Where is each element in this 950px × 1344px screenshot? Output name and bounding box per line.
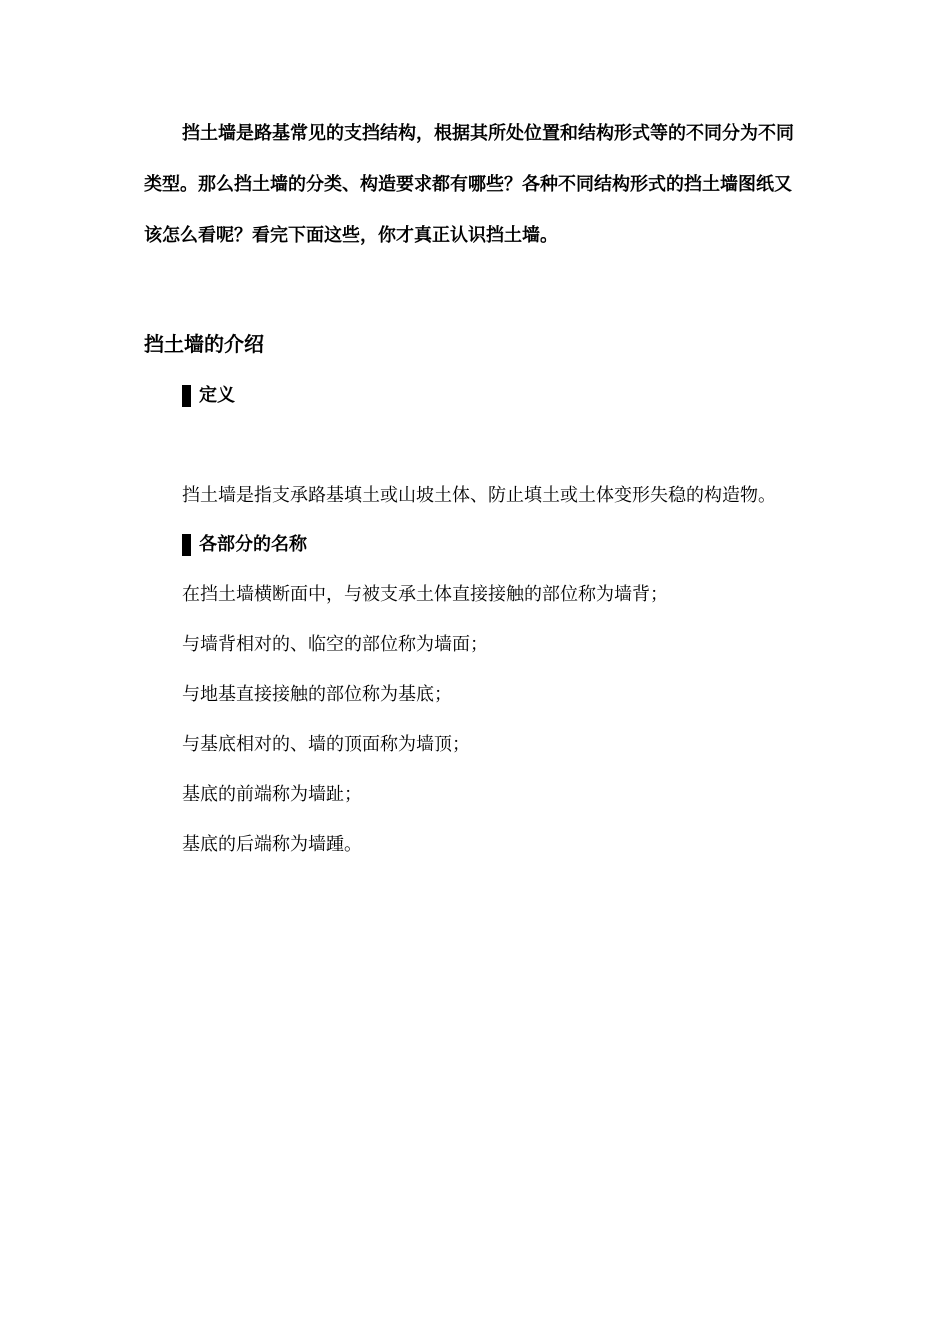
parts-list-item: 与基底相对的、墙的顶面称为墙顶；	[182, 734, 470, 755]
definition-heading	[182, 382, 235, 410]
heading-bar-marker	[182, 534, 191, 556]
parts-list-item: 与地基直接接触的部位称为基底；	[182, 684, 452, 705]
parts-heading	[182, 531, 307, 559]
definition-text: 挡土墙是指支承路基填土或山坡土体、防止填土或土体变形失稳的构造物。	[182, 485, 776, 506]
section-title: 挡土墙的介绍	[144, 332, 264, 356]
heading-bar-marker	[182, 385, 191, 407]
parts-list-item: 与墙背相对的、临空的部位称为墙面；	[182, 634, 488, 655]
parts-list-item: 基底的后端称为墙踵。	[182, 834, 362, 855]
intro-paragraph: 挡土墙是路基常见的支挡结构，根据其所处位置和结构形式等的不同分为不同类型。那么挡土墙的分类、构造要求都有哪些？各种不同结构形式的挡土墙图纸又该怎么看呢？看完下面这些，你才真正认识挡土墙。	[144, 123, 794, 246]
parts-list-item: 在挡土墙横断面中，与被支承土体直接接触的部位称为墙背；	[182, 584, 668, 605]
definition-heading-label: 定义	[199, 385, 235, 406]
parts-heading-label: 各部分的名称	[199, 534, 307, 555]
parts-list-item: 基底的前端称为墙趾；	[182, 784, 362, 805]
